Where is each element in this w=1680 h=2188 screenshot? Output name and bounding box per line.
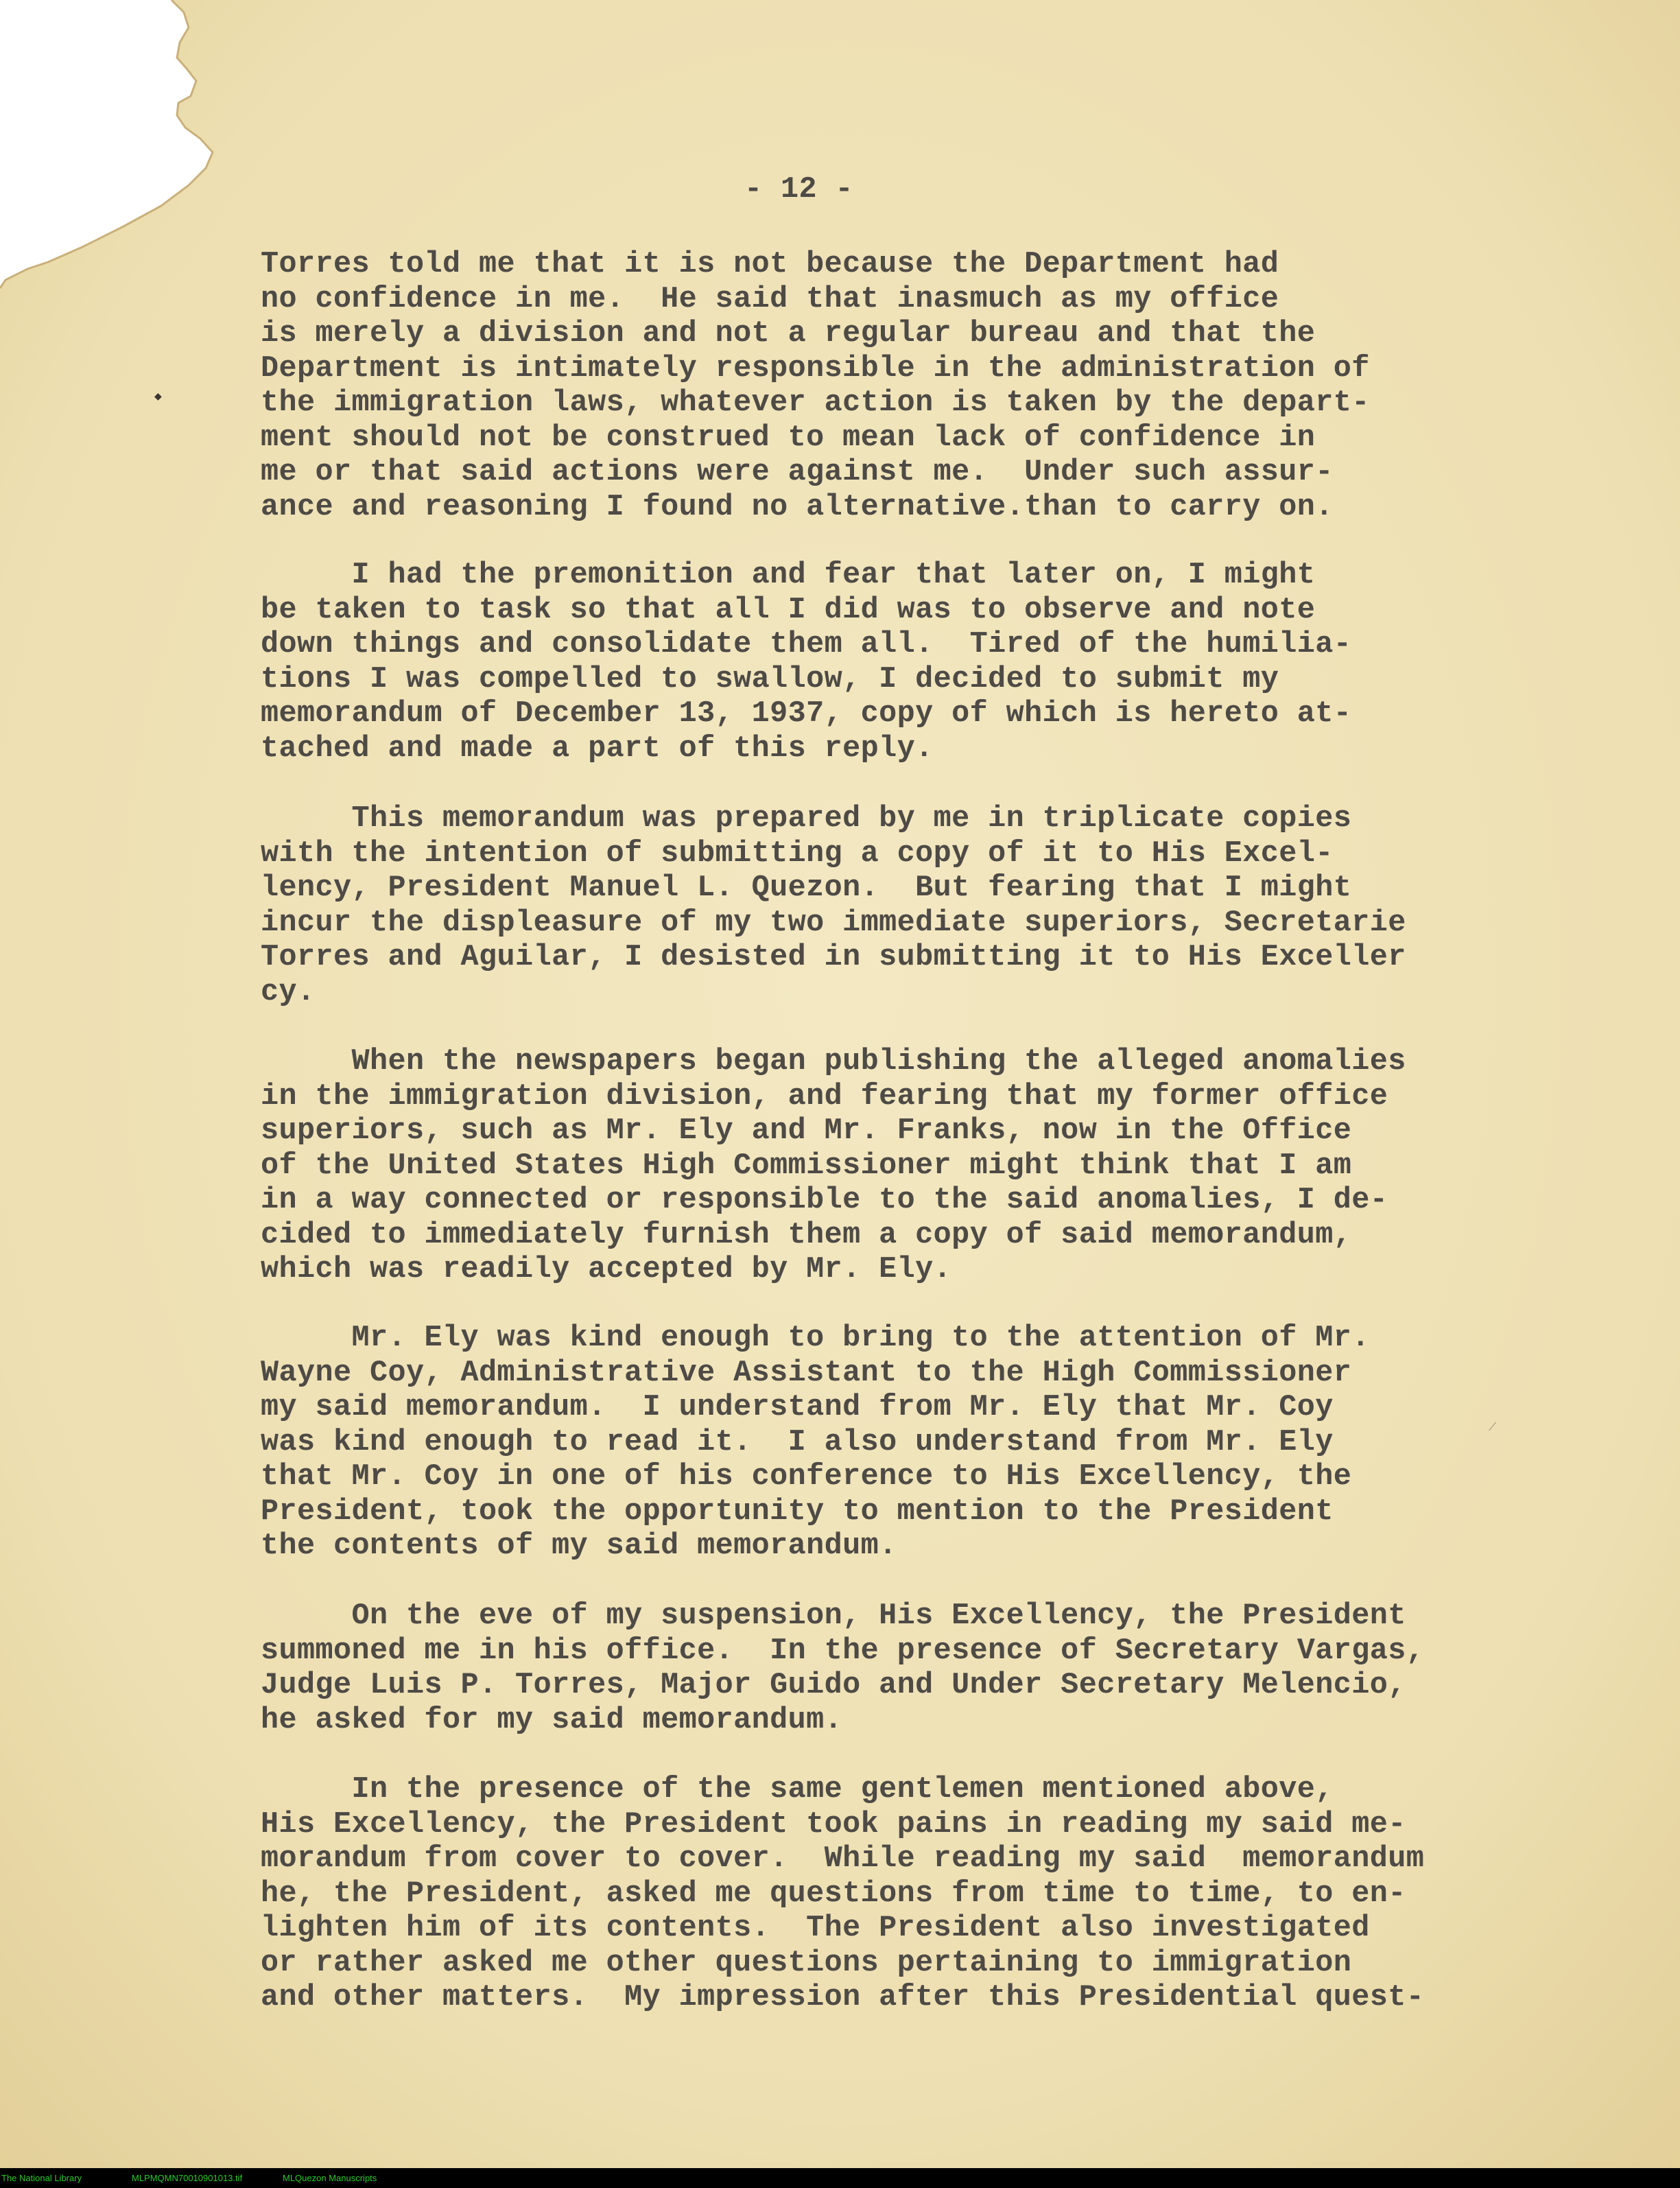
text-line: in the immigration division, and fearing that my former office — [261, 1079, 1388, 1114]
pencil-scribble: ⟋ — [1489, 1420, 1497, 1433]
text-line: is merely a division and not a regular bureau and that the — [261, 317, 1316, 351]
text-line: and other matters. My impression after this Presidential quest- — [261, 1981, 1425, 2014]
footer-file-name: MLPMQMN70010901013.tif — [132, 2173, 243, 2183]
text-line: Torres told me that it is not because the Department had — [261, 248, 1279, 281]
text-line: memorandum of December 13, 1937, copy of which is hereto at- — [261, 697, 1352, 731]
text-line: he, the President, asked me questions from time to time, to en- — [261, 1877, 1406, 1911]
text-line: cided to immediately furnish them a copy of said memorandum, — [261, 1218, 1352, 1252]
text-line: cy. — [261, 975, 316, 1009]
text-line: he asked for my said memorandum. — [261, 1703, 843, 1737]
text-line: my said memorandum. I understand from Mr. Ely that Mr. Coy — [261, 1391, 1334, 1424]
text-line: summoned me in his office. In the presence of Secretary Vargas, — [261, 1634, 1425, 1668]
text-line: tached and made a part of this reply. — [261, 731, 934, 766]
text-line: the immigration laws, whatever action is taken by the depart- — [261, 386, 1370, 420]
text-line: Wayne Coy, Administrative Assistant to the High Commissioner — [261, 1356, 1352, 1390]
ink-speck: ◆ — [154, 391, 162, 402]
text-line: be taken to task so that all I did was to observe and note — [261, 593, 1316, 627]
text-line: which was readily accepted by Mr. Ely. — [261, 1253, 952, 1286]
text-line: President, took the opportunity to mention to the President — [261, 1494, 1334, 1529]
text-line: Department is intimately responsible in the administration of — [261, 351, 1370, 386]
text-line: Mr. Ely was kind enough to bring to the attention of Mr. — [261, 1321, 1370, 1355]
text-line: that Mr. Coy in one of his conference to His Excellency, the — [261, 1460, 1352, 1494]
text-line: was kind enough to read it. I also understand from Mr. Ely — [261, 1425, 1334, 1459]
text-line: or rather asked me other questions pertaining to immigration — [261, 1946, 1352, 1980]
text-line: His Excellency, the President took pains in reading my said me- — [261, 1807, 1406, 1842]
text-line: Torres and Aguilar, I desisted in submitting it to His Exceller — [261, 941, 1406, 974]
text-line: superiors, such as Mr. Ely and Mr. Franks, now in the Office — [261, 1114, 1352, 1148]
text-line: In the presence of the same gentlemen mentioned above, — [261, 1773, 1334, 1807]
text-line: lighten him of its contents. The President also investigated — [261, 1911, 1370, 1945]
footer-institution: The National Library — [1, 2173, 82, 2183]
text-line: This memorandum was prepared by me in triplicate copies — [261, 802, 1352, 836]
text-line: morandum from cover to cover. While reading my said memorandum — [261, 1842, 1425, 1876]
footer-collection: MLQuezon Manuscripts — [283, 2173, 377, 2183]
text-line: the contents of my said memorandum. — [261, 1529, 897, 1563]
text-line: of the United States High Commissioner might think that I am — [261, 1149, 1352, 1183]
text-line: down things and consolidate them all. Tired of the humilia- — [261, 628, 1352, 661]
text-line: no confidence in me. He said that inasmuch as my office — [261, 282, 1279, 316]
text-line: Judge Luis P. Torres, Major Guido and Under Secretary Melencio, — [261, 1669, 1406, 1702]
text-line: with the intention of submitting a copy of it to His Excel- — [261, 836, 1334, 871]
page-number: - 12 - — [744, 173, 854, 207]
scan-footer — [0, 2168, 1680, 2188]
text-line: ance and reasoning I found no alternative.than to carry on. — [261, 490, 1334, 524]
text-line: incur the displeasure of my two immediate superiors, Secretarie — [261, 906, 1406, 940]
text-line: ment should not be construed to mean lack of confidence in — [261, 421, 1316, 455]
text-line: me or that said actions were against me. Under such assur- — [261, 456, 1334, 489]
text-line: in a way connected or responsible to the said anomalies, I de- — [261, 1184, 1388, 1217]
text-line: On the eve of my suspension, His Excellency, the President — [261, 1599, 1406, 1633]
text-line: When the newspapers began publishing the alleged anomalies — [261, 1045, 1406, 1079]
text-line: tions I was compelled to swallow, I decided to submit my — [261, 662, 1279, 696]
text-line: lency, President Manuel L. Quezon. But fearing that I might — [261, 871, 1352, 905]
text-line: I had the premonition and fear that later on, I might — [261, 558, 1316, 592]
